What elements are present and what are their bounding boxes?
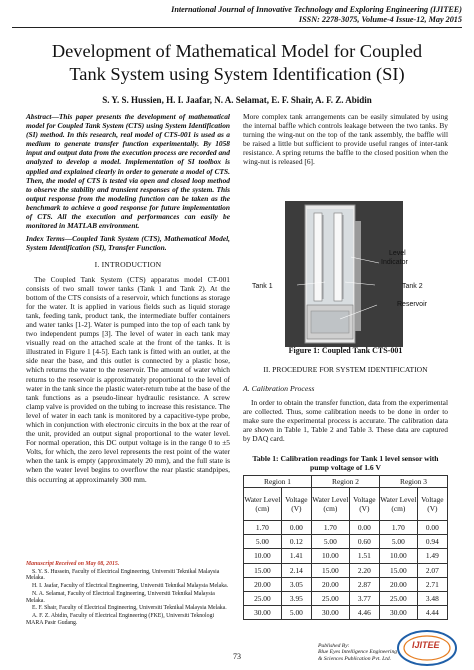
publisher-line: & Sciences Publication Pvt. Ltd. <box>318 655 392 662</box>
table-cell: 2.20 <box>349 563 379 577</box>
column-header-voltage: Voltage (V) <box>417 488 447 521</box>
table-cell: 25.00 <box>311 591 349 605</box>
column-header-voltage: Voltage (V) <box>349 488 379 521</box>
table-cell: 1.70 <box>379 521 417 535</box>
journal-header <box>82 5 462 25</box>
table-caption-line-2: pump voltage of 1.6 V <box>310 463 381 472</box>
table-cell: 30.00 <box>311 606 349 620</box>
figure-label-tank-1: Tank 1 <box>252 283 273 290</box>
table-cell: 0.94 <box>417 535 447 549</box>
footnote-author: E. F. Shair, Faculty of Electrical Engineering, Universiti Teknikal Malaysia Melaka. <box>32 605 227 612</box>
section-2-heading: II. PROCEDURE FOR SYSTEM IDENTIFICATION <box>263 365 428 374</box>
table-cell: 30.00 <box>379 606 417 620</box>
section-1-heading: I. INTRODUCTION <box>94 260 162 270</box>
table-row <box>244 591 448 605</box>
table-cell: 1.49 <box>417 549 447 563</box>
footnote-author: A. F. Z. Abidin, Faculty of Electrical Engineering (FKE), Universiti Teknologi MARA Pasir Gudang. <box>26 612 215 626</box>
table-cell: 3.77 <box>349 591 379 605</box>
column-header-voltage: Voltage (V) <box>281 488 311 521</box>
table-cell: 1.70 <box>244 521 282 535</box>
figure-label-reservoir: Reservoir <box>397 301 427 308</box>
header-rule <box>12 27 462 28</box>
column-header-water-level: Water Level (cm) <box>311 488 349 521</box>
figure-label-tank-2: Tank 2 <box>402 283 423 290</box>
column-header-water-level: Water Level (cm) <box>244 488 282 521</box>
table-row <box>244 577 448 591</box>
table-cell: 25.00 <box>379 591 417 605</box>
region-header: Region 2 <box>311 476 379 488</box>
region-header: Region 1 <box>244 476 312 488</box>
table-row <box>244 521 448 535</box>
table-cell: 20.00 <box>311 577 349 591</box>
publisher-line: Published By: <box>318 643 350 649</box>
paper-title <box>14 40 460 86</box>
table-cell: 1.51 <box>349 549 379 563</box>
table-cell: 5.00 <box>281 606 311 620</box>
calibration-paragraph: In order to obtain the transfer function, data from the experimental are collected. Thus, some calibration needs to be done in order to make sure the experimental process is accurate. The calibration data are shown in Table 1, Table 2 and Table 3. These data are captured by DAQ card. <box>243 398 448 444</box>
publisher-info <box>318 643 398 662</box>
table-cell: 15.00 <box>244 563 282 577</box>
intro-paragraph: The Coupled Tank System (CTS) apparatus model CT-001 consists of two small tower tanks (Tank 1 and Tank 2). At the bottom of the CTS consists of a reservoir, which functions as storage for the water. It is applied in various fields such as liquid storage tank, feeding tank, product tank, the intermediate buffer containers and water tanks [1-2]. Water is pumped into the top of each tank by two independent pumps [3]. The level of water in each tank may visually read on the attached scale at the front of the tanks. It is illustrated in Figure 1 [4-5]. Each tank is fitted with an outlet, at the side near the base, and this outlet is connected by a plastic hose, which returns the water to the reservoir. The amount of water which returns to the reservoir is approximately proportional to the level of water in the tank since the plastic water-return tube at the base of the tank functions as a pseudo-linear hydraulic resistance. A screw clamp valve is provided on the tubing to increase this resistance. The level of water in each tank is monitored by a capacitive-type probe, which in conjunction with electronic circuits in the box at the rear of the unit, provided an output signal proportional to the water level. For normal operation, this DC output voltage is in the range 0 to ±5 Volts, for which, the zero level represents the rest point of the water when the tank is empty (approximately 20 mm), and the full state is when the water level begins to overflow the rear plastic standpipes, this occurring at approximately 300 mm. <box>26 274 230 484</box>
table-cell: 15.00 <box>311 563 349 577</box>
table-cell: 5.00 <box>379 535 417 549</box>
manuscript-received: Manuscript Received on May 08, 2015. <box>26 561 120 567</box>
journal-logo-text: IJITEE <box>412 640 440 650</box>
table-cell: 10.00 <box>311 549 349 563</box>
table-cell: 30.00 <box>244 606 282 620</box>
journal-name: International Journal of Innovative Technology and Exploring Engineering (IJITEE) <box>171 5 462 14</box>
table-row <box>244 549 448 563</box>
table-cell: 20.00 <box>379 577 417 591</box>
abstract: Abstract—This paper presents the development of mathematical model for Coupled Tank System (CTS) using System Identification (SI) method. In this research, real model of CTS-001 is used as a medium to generate transfer function experimentally. By 1058 input and output data from the execution process are recorded and analyzed to develop a model. Implementation of SI toolbox is applied and explained clearly in order to generate a model of CTS. Then, the model of CTS is tested via open and closed loop method to observe the stability and transient responses of the system. This output response from the modeling function can be taken as the benchmark to achieve a good response for future implementation of CTS. All the execution and performances can easily be monitored in MATLAB environment. <box>26 112 230 231</box>
footnote-author: H. I. Jaafar, Faculty of Electrical Engineering, Universiti Teknikal Malaysia Melaka. <box>32 583 229 590</box>
table-cell: 2.87 <box>349 577 379 591</box>
title-line-2: Tank System using System Identification (SI) <box>69 64 405 84</box>
table-cell: 0.00 <box>281 521 311 535</box>
footnote-author: N. A. Selamat, Faculty of Electrical Engineering, Universiti Teknikal Malaysia Melaka. <box>26 590 215 604</box>
table-row <box>244 535 448 549</box>
table-cell: 1.70 <box>311 521 349 535</box>
title-line-1: Development of Mathematical Model for Coupled <box>51 41 423 61</box>
baffle-paragraph: More complex tank arrangements can be easily simulated by using the internal baffle which controls leakage between the two tanks. By turning the wing-nut on the top of the tank assembly, the baffle will be raised a little but sufficient to provide useful ranges of inter-tank resistance. A spring returns the baffle to the closed position when the wing-nut is released [6]. <box>243 112 448 167</box>
table-cell: 0.60 <box>349 535 379 549</box>
table-cell: 0.00 <box>417 521 447 535</box>
author-list: S. Y. S. Hussien, H. I. Jaafar, N. A. Selamat, E. F. Shair, A. F. Z. Abidin <box>102 95 372 105</box>
footnote-author: S. Y. S. Hussein, Faculty of Electrical Engineering, Universiti Teknikal Malaysia Melaka. <box>26 568 220 582</box>
table-cell: 3.95 <box>281 591 311 605</box>
footnotes <box>26 561 230 627</box>
table-cell: 1.41 <box>281 549 311 563</box>
subsection-a-heading: A. Calibration Process <box>243 384 315 393</box>
calibration-table <box>243 475 448 620</box>
table-cell: 25.00 <box>244 591 282 605</box>
table-cell: 15.00 <box>379 563 417 577</box>
table-cell: 0.00 <box>349 521 379 535</box>
table-cell: 4.44 <box>417 606 447 620</box>
right-column <box>243 112 448 167</box>
column-header-water-level: Water Level (cm) <box>379 488 417 521</box>
table-cell: 2.07 <box>417 563 447 577</box>
left-column <box>26 112 230 484</box>
table-cell: 2.14 <box>281 563 311 577</box>
table-row <box>244 606 448 620</box>
table-cell: 2.71 <box>417 577 447 591</box>
table-row <box>244 563 448 577</box>
figure-label-indicator: Indicator <box>381 259 408 266</box>
table-caption-line-1: Table 1: Calibration readings for Tank 1 level sensor with <box>252 454 439 463</box>
table-cell: 10.00 <box>379 549 417 563</box>
table-cell: 0.12 <box>281 535 311 549</box>
index-terms: Index Terms—Coupled Tank System (CTS), Mathematical Model, System Identification (SI), Transfer Function. <box>26 234 230 253</box>
table-cell: 10.00 <box>244 549 282 563</box>
table-cell: 3.48 <box>417 591 447 605</box>
figure-caption: Figure 1: Coupled Tank CTS-001 <box>288 346 403 355</box>
table-cell: 5.00 <box>244 535 282 549</box>
table-cell: 5.00 <box>311 535 349 549</box>
publisher-line: Blue Eyes Intelligence Engineering <box>318 649 398 656</box>
figure-label-level: Level <box>389 250 406 257</box>
journal-issn: ISSN: 2278-3075, Volume-4 Issue-12, May 2015 <box>298 15 462 24</box>
table-cell: 4.46 <box>349 606 379 620</box>
region-header: Region 3 <box>379 476 447 488</box>
page-number: 73 <box>233 652 241 661</box>
table-cell: 3.05 <box>281 577 311 591</box>
table-cell: 20.00 <box>244 577 282 591</box>
coupled-tank-photo <box>285 201 403 347</box>
table-caption <box>243 454 448 472</box>
